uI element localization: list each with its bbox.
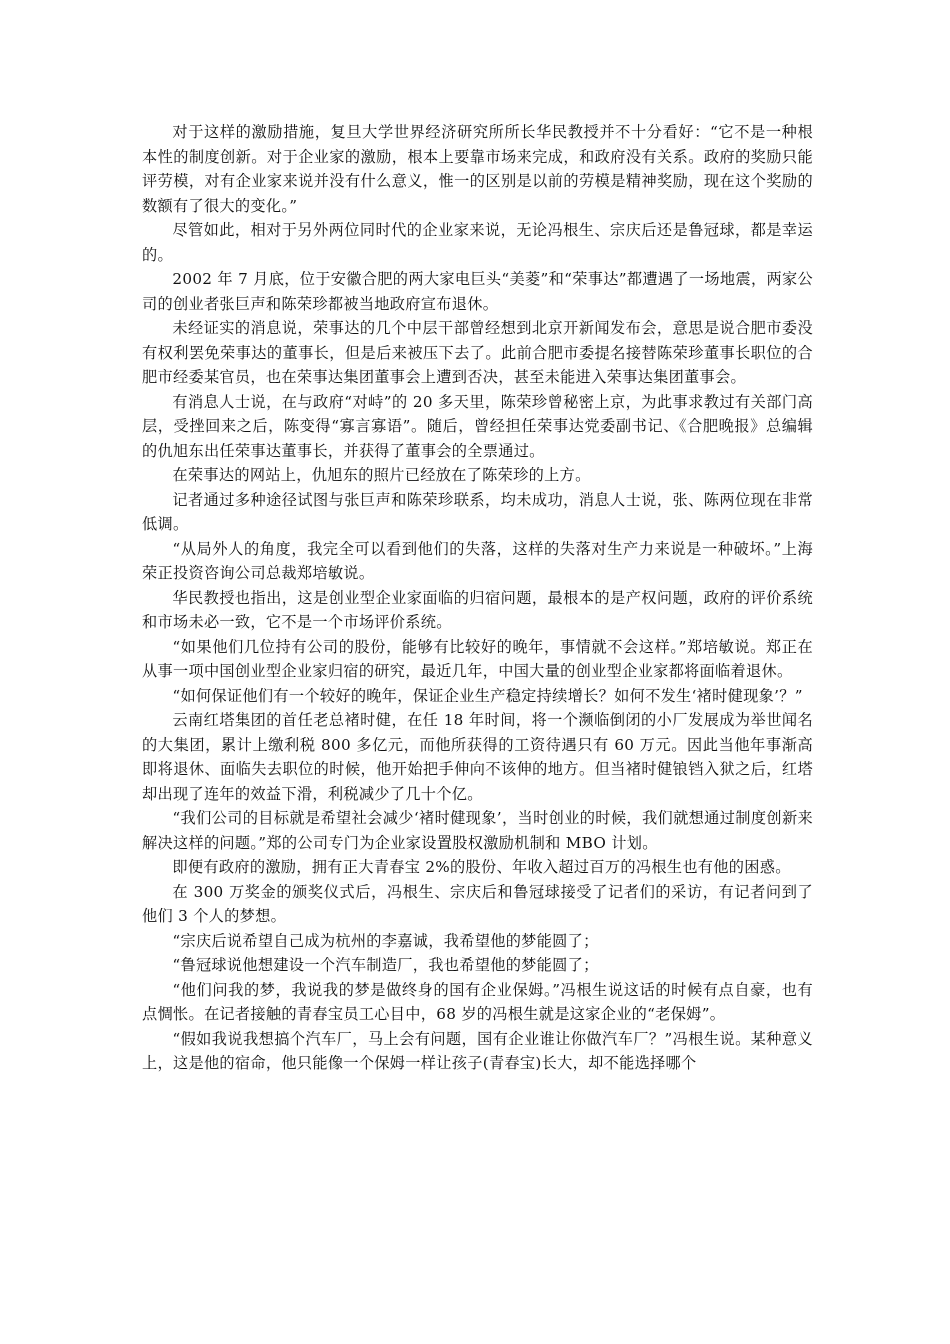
paragraph-1: 对于这样的激励措施，复旦大学世界经济研究所所长华民教授并不十分看好：“它不是一种根本性的制度创新。对于企业家的激励，根本上要靠市场来完成，和政府没有关系。政府的奖励只能评劳模，对有企业家来说并没有什么意义，惟一的区别是以前的劳模是精神奖励，现在这个奖励的数额有了很大的变化。”	[142, 123, 813, 215]
paragraph-14: 即便有政府的激励，拥有正大青春宝 2%的股份、年收入超过百万的冯根生也有他的困惑。	[172, 858, 791, 876]
paragraph-3: 2002 年 7 月底，位于安徽合肥的两大家电巨头“美菱”和“荣事达”都遭遇了一场地震，两家公司的创业者张巨声和陈荣珍都被当地政府宣布退休。	[142, 270, 813, 313]
document-page	[142, 120, 813, 1076]
paragraph-5: 有消息人士说，在与政府“对峙”的 20 多天里，陈荣珍曾秘密上京，为此事求教过有关部门高层，受挫回来之后，陈变得“寡言寡语”。随后，曾经担任荣事达党委副书记、《合肥晚报》总编辑的仇旭东出任荣事达董事长，并获得了董事会的全票通过。	[142, 392, 813, 460]
paragraph-13: “我们公司的目标就是希望社会减少‘褚时健现象’，当时创业的时候，我们就想通过制度创新来解决这样的问题。”郑的公司专门为企业家设置股权激励机制和 MBO 计划。	[142, 809, 813, 852]
paragraph-6: 在荣事达的网站上，仇旭东的照片已经放在了陈荣珍的上方。	[172, 466, 591, 484]
paragraph-4: 未经证实的消息说，荣事达的几个中层干部曾经想到北京开新闻发布会，意思是说合肥市委没有权利罢免荣事达的董事长，但是后来被压下去了。此前合肥市委提名接替陈荣珍董事长职位的合肥市经委某官员，也在荣事达集团董事会上遭到否决，甚至未能进入荣事达集团董事会。	[142, 319, 813, 386]
paragraph-8: “从局外人的角度，我完全可以看到他们的失落，这样的失落对生产力来说是一种破坏。”上海荣正投资咨询公司总裁郑培敏说。	[142, 539, 813, 582]
paragraph-16: “宗庆后说希望自己成为杭州的李嘉诚，我希望他的梦能圆了；	[172, 931, 599, 950]
paragraph-2: 尽管如此，相对于另外两位同时代的企业家来说，无论冯根生、宗庆后还是鲁冠球，都是幸运的。	[142, 221, 813, 264]
paragraph-7: 记者通过多种途径试图与张巨声和陈荣珍联系，均未成功，消息人士说，张、陈两位现在非常低调。	[142, 490, 813, 533]
paragraph-19: “假如我说我想搞个汽车厂，马上会有问题，国有企业谁让你做汽车厂？”冯根生说。某种意义上，这是他的宿命，他只能像一个保姆一样让孩子(青春宝)长大，却不能选择哪个	[142, 1029, 813, 1072]
paragraph-15: 在 300 万奖金的颁奖仪式后，冯根生、宗庆后和鲁冠球接受了记者们的采访，有记者问到了他们 3 个人的梦想。	[142, 882, 813, 925]
paragraph-10: “如果他们几位持有公司的股份，能够有比较好的晚年，事情就不会这样。”郑培敏说。郑正在从事一项中国创业型企业家归宿的研究，最近几年，中国大量的创业型企业家都将面临着退休。	[142, 637, 813, 680]
paragraph-12: 云南红塔集团的首任老总褚时健，在任 18 年时间，将一个濒临倒闭的小厂发展成为举世闻名的大集团，累计上缴利税 800 多亿元，而他所获得的工资待遇只有 60 万元。因此当他年事渐高即将退休、面临失去职位的时候，他开始把手伸向不该伸的地方。但当褚时健锒铛入狱之后，红塔却出现了连年的效益下滑，利税减少了几十个亿。	[142, 711, 813, 803]
paragraph-9: 华民教授也指出，这是创业型企业家面临的归宿问题，最根本的是产权问题，政府的评价系统和市场未必一致，它不是一个市场评价系统。	[142, 588, 813, 631]
paragraph-11: “如何保证他们有一个较好的晚年，保证企业生产稳定持续增长？如何不发生‘褚时健现象’？”	[172, 686, 803, 705]
paragraph-18: “他们问我的梦，我说我的梦是做终身的国有企业保姆。”冯根生说这话的时候有点自豪，也有点惆怅。在记者接触的青春宝员工心目中，68 岁的冯根生就是这家企业的“老保姆”。	[142, 980, 813, 1023]
paragraph-17: “鲁冠球说他想建设一个汽车制造厂，我也希望他的梦能圆了；	[172, 956, 599, 974]
